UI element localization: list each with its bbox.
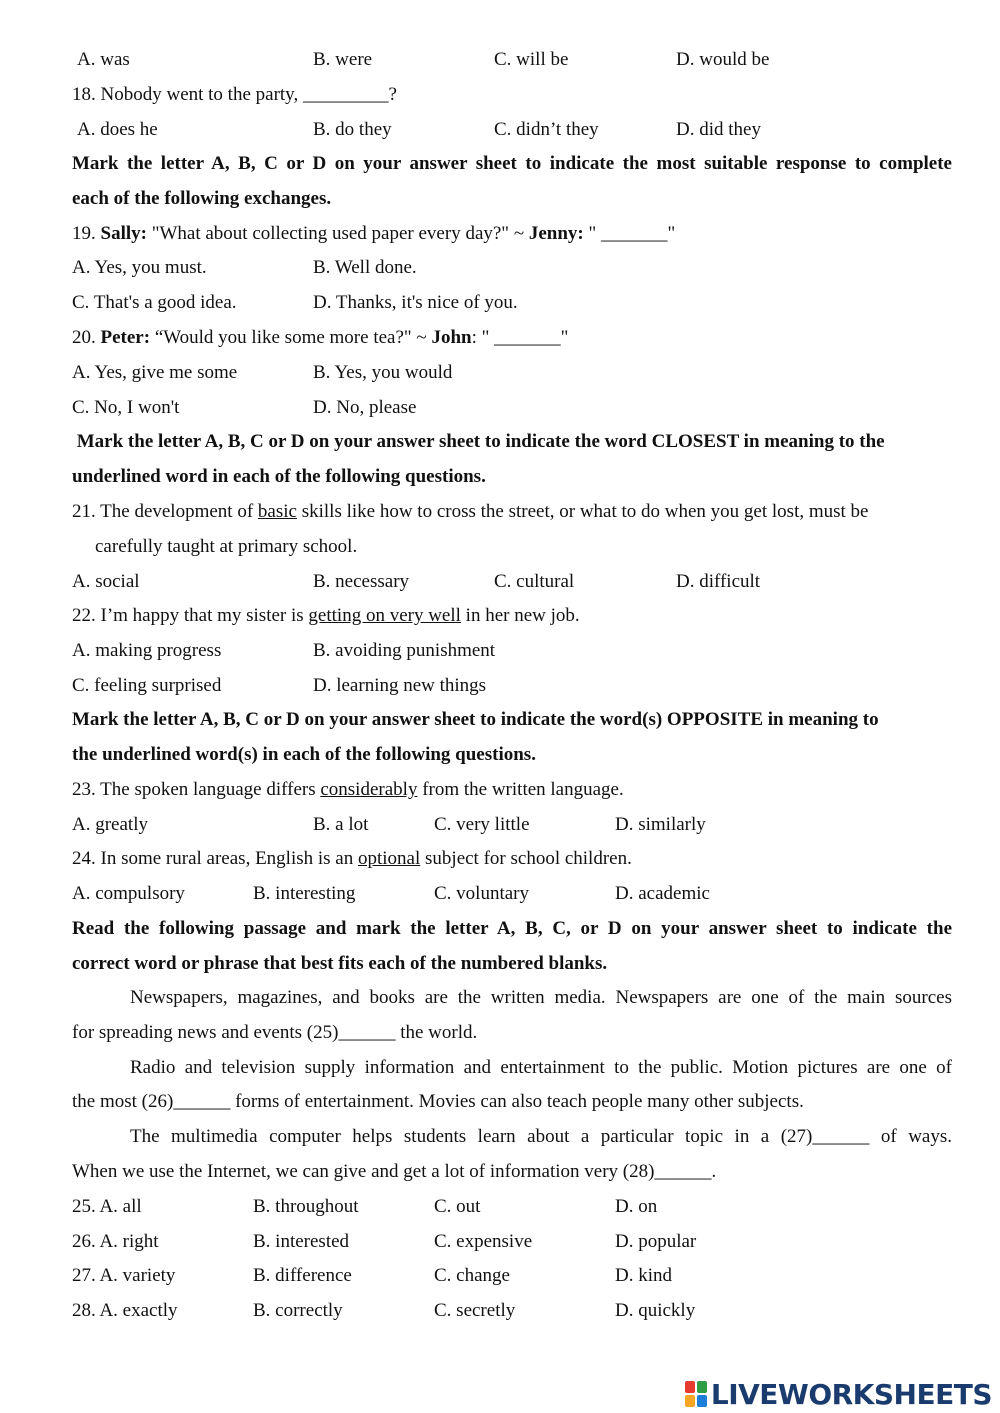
logo-square-4 [697,1395,707,1407]
q24-option-d[interactable]: D. academic [615,883,710,904]
instruction-passage-line1: Read the following passage and mark the letter A, B, C, or D on your answer sheet to indicate the [72,918,952,939]
q21-underlined-word: basic [257,501,297,522]
logo-square-3 [685,1395,695,1407]
q27-option-d[interactable]: D. kind [615,1265,672,1286]
q18-option-c[interactable]: C. didn’t they [494,119,599,140]
q17-option-c[interactable]: C. will be [494,49,569,70]
q20-quote: “Would you like some more tea?" ~ [154,327,427,348]
q25-option-d[interactable]: D. on [615,1196,658,1217]
q21-option-a[interactable]: A. social [72,571,140,592]
q20-speaker-john: John [431,327,472,348]
q23-option-c[interactable]: C. very little [434,814,530,835]
q22-underlined-phrase: getting on very well [308,605,461,626]
q28-option-a[interactable]: 28. A. exactly [72,1300,178,1321]
q22-question [72,604,952,628]
q19-blank: " _______" [588,223,676,244]
q23-option-d[interactable]: D. similarly [615,814,706,835]
q23-option-a[interactable]: A. greatly [72,814,148,835]
q20-option-b[interactable]: B. Yes, you would [313,362,453,383]
q26-option-d[interactable]: D. popular [615,1231,697,1252]
q21-option-d[interactable]: D. difficult [676,571,761,592]
q23-question [72,778,952,802]
liveworksheets-logo-icon [685,1381,707,1407]
q28-option-c[interactable]: C. secretly [434,1300,516,1321]
q21-option-b[interactable]: B. necessary [313,571,410,592]
q24-option-b[interactable]: B. interesting [253,883,356,904]
q22-option-c[interactable]: C. feeling surprised [72,675,222,696]
q19-option-b[interactable]: B. Well done. [313,257,417,278]
passage-p3-line1: The multimedia computer helps students learn about a particular topic in a (27)______ of ways. [130,1126,952,1147]
q17-option-a[interactable]: A. was [77,49,130,70]
q24-option-a[interactable]: A. compulsory [72,883,185,904]
q24-underlined-word: optional [357,848,421,869]
q18-option-d[interactable]: D. did they [676,119,761,140]
liveworksheets-logo[interactable] [685,1378,992,1410]
q20-blank: : " _______" [471,327,569,348]
q26-option-c[interactable]: C. expensive [434,1231,533,1252]
q25-option-c[interactable]: C. out [434,1196,481,1217]
q28-option-b[interactable]: B. correctly [253,1300,343,1321]
q23-text-start: 23. The spoken language differs [72,779,321,800]
instruction-passage-line2: correct word or phrase that best fits each of the numbered blanks. [72,953,608,974]
logo-square-1 [685,1381,695,1393]
instruction-closest-line1: Mark the letter A, B, C or D on your answer sheet to indicate the word CLOSEST in meaning to the [72,431,885,452]
q27-option-a[interactable]: 27. A. variety [72,1265,176,1286]
q19-option-d[interactable]: D. Thanks, it's nice of you. [313,292,518,313]
passage-p1-line2: for spreading news and events (25)______ the world. [72,1022,478,1043]
q24-text-end: subject for school children. [420,848,632,869]
q21-option-c[interactable]: C. cultural [494,571,575,592]
q25-option-b[interactable]: B. throughout [253,1196,359,1217]
q20-question [72,326,952,350]
q22-option-d[interactable]: D. learning new things [313,675,487,696]
instruction-opposite-line2: the underlined word(s) in each of the following questions. [72,744,536,765]
q22-option-a[interactable]: A. making progress [72,640,222,661]
q26-option-b[interactable]: B. interested [253,1231,350,1252]
q18-question: 18. Nobody went to the party, _________? [72,84,397,105]
q19-option-a[interactable]: A. Yes, you must. [72,257,207,278]
q24-option-c[interactable]: C. voluntary [434,883,529,904]
q24-question [72,847,952,871]
q27-option-b[interactable]: B. difference [253,1265,352,1286]
q19-quote: "What about collecting used paper every day?" ~ [151,223,525,244]
passage-p3-line2: When we use the Internet, we can give and get a lot of information very (28)______. [72,1161,717,1182]
q19-option-c[interactable]: C. That's a good idea. [72,292,237,313]
q21-question [72,500,952,524]
q19-question [72,222,952,246]
q20-number: 20. [72,327,96,348]
q19-number: 19. [72,223,96,244]
q18-option-b[interactable]: B. do they [313,119,392,140]
liveworksheets-logo-text: LIVEWORKSHEETS [710,1377,992,1411]
q28-option-d[interactable]: D. quickly [615,1300,696,1321]
instruction-exchanges-line1: Mark the letter A, B, C or D on your answer sheet to indicate the most suitable response to complete [72,153,952,174]
q21-question-line2: carefully taught at primary school. [95,536,358,557]
q19-speaker-jenny: Jenny: [528,223,584,244]
q21-text-start: 21. The development of [72,501,258,522]
q23-underlined-word: considerably [320,779,418,800]
instruction-exchanges-line2: each of the following exchanges. [72,188,332,209]
q27-option-c[interactable]: C. change [434,1265,510,1286]
passage-p1-line1: Newspapers, magazines, and books are the written media. Newspapers are one of the main sources [130,987,952,1008]
q22-text-start: 22. I’m happy that my sister is [72,605,309,626]
passage-p2-line2: the most (26)______ forms of entertainment. Movies can also teach people many other subjects. [72,1091,804,1112]
q23-option-b[interactable]: B. a lot [313,814,369,835]
q21-text-end: skills like how to cross the street, or what to do when you get lost, must be [296,501,869,522]
q24-text-start: 24. In some rural areas, English is an [72,848,358,869]
instruction-opposite-line1: Mark the letter A, B, C or D on your answer sheet to indicate the word(s) OPPOSITE in meaning to [72,709,879,730]
q22-option-b[interactable]: B. avoiding punishment [313,640,496,661]
logo-square-2 [697,1381,707,1393]
q20-option-a[interactable]: A. Yes, give me some [72,362,238,383]
q23-text-end: from the written language. [417,779,624,800]
passage-p2-line1: Radio and television supply information and entertainment to the public. Motion pictures are one of [130,1057,952,1078]
q20-speaker-peter: Peter: [100,327,151,348]
q17-option-b[interactable]: B. were [313,49,373,70]
instruction-closest-line2: underlined word in each of the following questions. [72,466,486,487]
q22-text-end: in her new job. [460,605,580,626]
q18-option-a[interactable]: A. does he [77,119,158,140]
q26-option-a[interactable]: 26. A. right [72,1231,159,1252]
q20-option-c[interactable]: C. No, I won't [72,397,180,418]
q19-speaker-sally: Sally: [100,223,147,244]
q20-option-d[interactable]: D. No, please [313,397,417,418]
q17-option-d[interactable]: D. would be [676,49,770,70]
q25-option-a[interactable]: 25. A. all [72,1196,142,1217]
